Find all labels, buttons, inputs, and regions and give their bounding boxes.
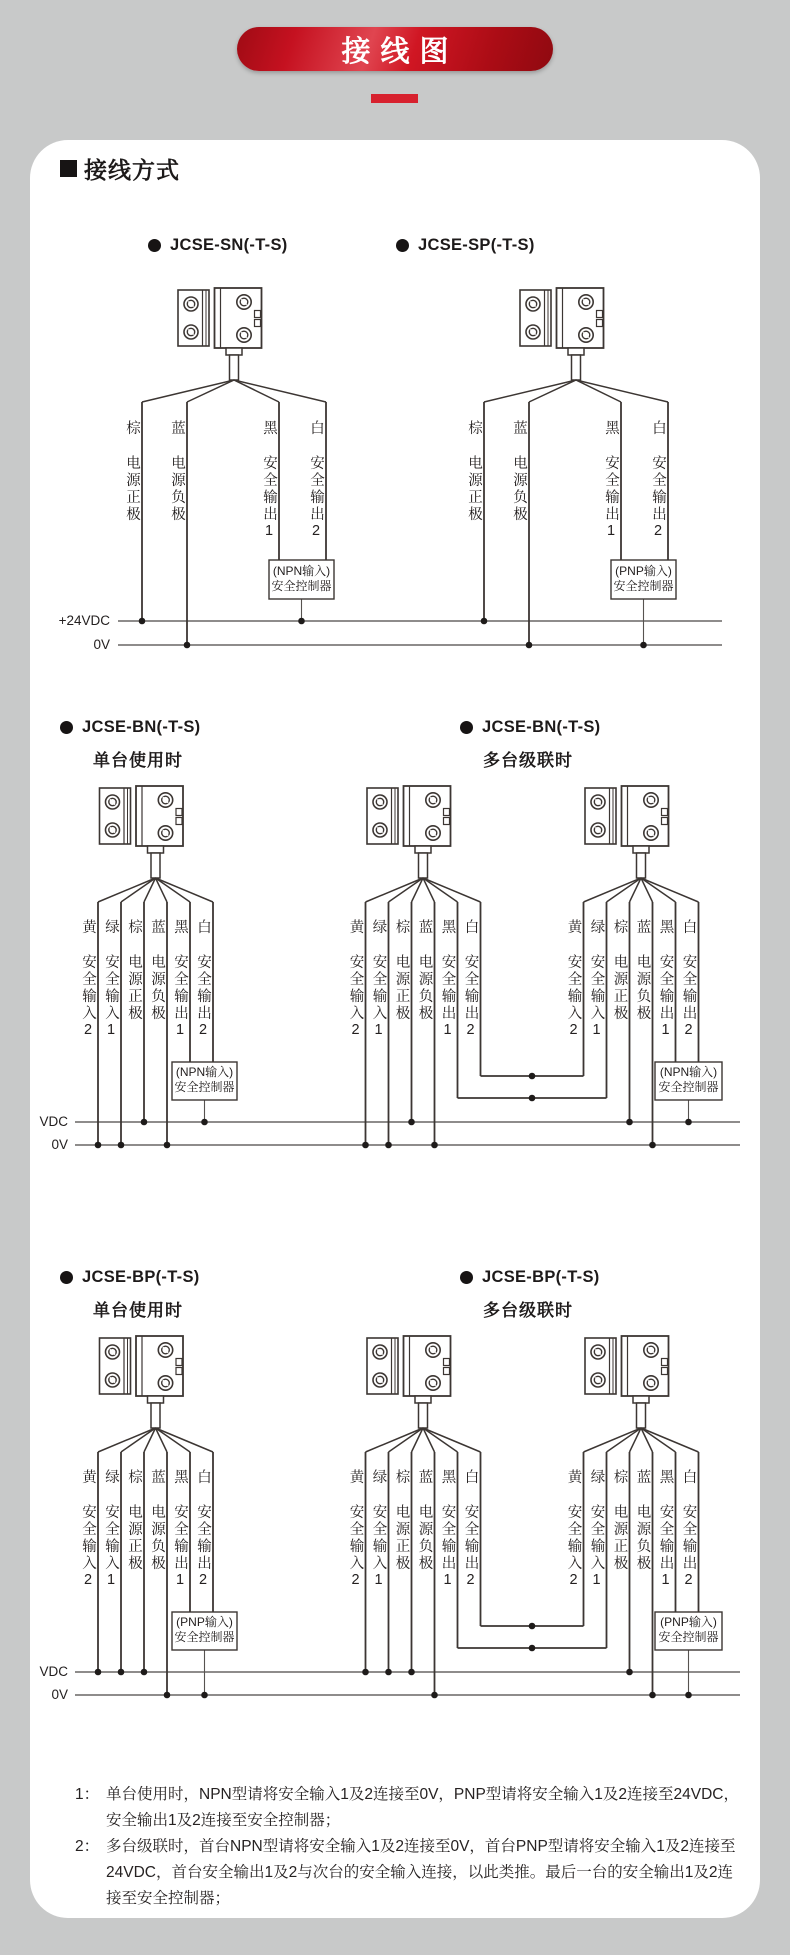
fan-line bbox=[187, 380, 234, 402]
controller-box-label bbox=[172, 1065, 237, 1095]
wire-function-label: 电源负极 bbox=[416, 1504, 433, 1572]
wire-color-label: 蓝 bbox=[634, 919, 651, 936]
junction-dot bbox=[408, 1119, 415, 1126]
section-title-text: 接线方式 bbox=[84, 157, 180, 183]
wire-color-label: 黑 bbox=[603, 420, 619, 437]
wire-function-label: 安全输入1 bbox=[370, 954, 387, 1041]
wire-function-label: 安全输出2 bbox=[308, 455, 324, 542]
wire-color-label: 蓝 bbox=[511, 420, 527, 437]
note-text: 多台级联时，首台NPN型请将安全输入1及2连接至0V，首台PNP型请将安全输入1及2连接至24VDC，首台安全输出1及2与次台的安全输入连接，以此类推。最后一台的安全输出1及2连接至安全控制器； bbox=[106, 1838, 736, 1907]
wire-function-label: 安全输出1 bbox=[439, 954, 456, 1041]
junction-dot bbox=[649, 1692, 656, 1699]
wire-color-label: 蓝 bbox=[149, 1469, 165, 1486]
wire-color-label: 蓝 bbox=[149, 919, 165, 936]
wire-function-label: 电源负极 bbox=[149, 954, 165, 1022]
junction-dot bbox=[362, 1669, 369, 1676]
wire-function-label: 安全输入1 bbox=[103, 954, 119, 1041]
banner-title: 接线图 bbox=[341, 35, 459, 68]
sensor-icon bbox=[585, 786, 669, 878]
junction-dot bbox=[164, 1142, 171, 1149]
diagram-subtitle-bp-single: 单台使用时 bbox=[93, 1301, 183, 1320]
junction-dot bbox=[118, 1142, 125, 1149]
fan-line bbox=[142, 380, 234, 402]
wire-function-label: 安全输出2 bbox=[195, 954, 211, 1041]
bus-label-0v: 0V bbox=[93, 637, 110, 652]
sensor-icon bbox=[367, 786, 451, 878]
junction-dot bbox=[481, 618, 488, 625]
wire-function-label: 电源正极 bbox=[611, 1504, 628, 1572]
wire-color-label: 棕 bbox=[124, 420, 140, 437]
wire-function-label: 安全输入2 bbox=[80, 954, 96, 1041]
wire-color-label: 蓝 bbox=[634, 1469, 651, 1486]
controller-box-label bbox=[655, 1065, 722, 1095]
wire-function-label: 安全输出2 bbox=[680, 1504, 697, 1591]
wire-function-label: 安全输入2 bbox=[565, 1504, 582, 1591]
wire-color-label: 黄 bbox=[347, 1469, 364, 1486]
junction-dot bbox=[529, 1073, 536, 1080]
wire-function-label: 安全输入2 bbox=[565, 954, 582, 1041]
wire-function-label: 安全输入1 bbox=[588, 1504, 605, 1591]
junction-dot bbox=[201, 1119, 208, 1126]
junction-dot bbox=[626, 1119, 633, 1126]
controller-box-label bbox=[611, 564, 676, 594]
fan-line bbox=[576, 380, 621, 402]
wire-color-label: 黄 bbox=[347, 919, 364, 936]
controller-line2: 安全控制器 bbox=[271, 579, 332, 593]
junction-dot bbox=[362, 1142, 369, 1149]
wire-color-label: 白 bbox=[308, 420, 324, 437]
junction-dot bbox=[640, 642, 647, 649]
wire-color-label: 蓝 bbox=[169, 420, 185, 437]
wire-color-label: 黄 bbox=[565, 919, 582, 936]
wire-color-label: 白 bbox=[680, 919, 697, 936]
wire-function-label: 安全输出2 bbox=[680, 954, 697, 1041]
wire-function-label: 安全输出1 bbox=[172, 1504, 188, 1591]
junction-dot bbox=[139, 618, 146, 625]
controller-line1: (PNP输入) bbox=[660, 1615, 717, 1629]
wire-color-label: 绿 bbox=[103, 1469, 119, 1486]
wire-color-label: 棕 bbox=[393, 919, 410, 936]
wire-color-label: 棕 bbox=[126, 919, 142, 936]
wire-function-label: 安全输入1 bbox=[588, 954, 605, 1041]
bus-label-0v: 0V bbox=[51, 1687, 68, 1702]
sensor-icon bbox=[178, 288, 262, 380]
diagram-subtitle-bp-cascade: 多台级联时 bbox=[483, 1301, 573, 1320]
wire-color-label: 白 bbox=[650, 420, 666, 437]
section-banner bbox=[237, 27, 553, 71]
wire-function-label: 安全输入2 bbox=[80, 1504, 96, 1591]
junction-dot bbox=[526, 642, 533, 649]
wiring-card bbox=[30, 140, 760, 1918]
junction-dot bbox=[164, 1692, 171, 1699]
wire-color-label: 黄 bbox=[80, 919, 96, 936]
wire-color-label: 黄 bbox=[565, 1469, 582, 1486]
wire-function-label: 电源正极 bbox=[126, 954, 142, 1022]
diagram-subtitle-bn-single: 单台使用时 bbox=[93, 751, 183, 770]
controller-line1: (NPN输入) bbox=[272, 564, 331, 578]
sensor-icon bbox=[585, 1336, 669, 1428]
wire-color-label: 绿 bbox=[588, 1469, 605, 1486]
controller-line1: (PNP输入) bbox=[176, 1615, 233, 1629]
note-number: 2： bbox=[75, 1838, 100, 1855]
sensor-icon bbox=[367, 1336, 451, 1428]
bus-label-0v: 0V bbox=[51, 1137, 68, 1152]
wire-color-label: 绿 bbox=[103, 919, 119, 936]
controller-line2: 安全控制器 bbox=[613, 579, 674, 593]
wire-function-label: 电源负极 bbox=[169, 455, 185, 523]
wire-color-label: 棕 bbox=[611, 919, 628, 936]
wire-color-label: 黑 bbox=[261, 420, 277, 437]
wire-function-label: 电源正极 bbox=[393, 954, 410, 1022]
wire-color-label: 黑 bbox=[657, 919, 674, 936]
wire-color-label: 棕 bbox=[611, 1469, 628, 1486]
diagram-subtitle-bn-cascade: 多台级联时 bbox=[483, 751, 573, 770]
wire-function-label: 安全输入1 bbox=[103, 1504, 119, 1591]
wire-function-label: 安全输出1 bbox=[172, 954, 188, 1041]
bus-label-vdc: VDC bbox=[39, 1664, 68, 1679]
wire-function-label: 电源负极 bbox=[634, 954, 651, 1022]
junction-dot bbox=[95, 1669, 102, 1676]
wiring-linework bbox=[30, 140, 760, 1918]
wire-function-label: 安全输出1 bbox=[439, 1504, 456, 1591]
wire-color-label: 绿 bbox=[370, 1469, 387, 1486]
sensor-icon bbox=[100, 1336, 184, 1428]
wire-function-label: 电源负极 bbox=[634, 1504, 651, 1572]
fan-line bbox=[529, 380, 576, 402]
fan-line bbox=[234, 380, 279, 402]
junction-dot bbox=[685, 1692, 692, 1699]
wire-function-label: 安全输出2 bbox=[650, 455, 666, 542]
junction-dot bbox=[408, 1669, 415, 1676]
controller-line2: 安全控制器 bbox=[174, 1630, 235, 1644]
wire-color-label: 白 bbox=[195, 1469, 211, 1486]
controller-line2: 安全控制器 bbox=[174, 1080, 235, 1094]
wire-color-label: 棕 bbox=[393, 1469, 410, 1486]
wire-color-label: 绿 bbox=[370, 919, 387, 936]
wire-color-label: 蓝 bbox=[416, 1469, 433, 1486]
controller-box-label bbox=[655, 1615, 722, 1645]
wire-color-label: 白 bbox=[195, 919, 211, 936]
wire-color-label: 棕 bbox=[126, 1469, 142, 1486]
controller-box-label bbox=[269, 564, 334, 594]
diagram-title-sp: JCSE-SP(-T-S) bbox=[396, 236, 535, 255]
wire-color-label: 黑 bbox=[439, 1469, 456, 1486]
junction-dot bbox=[95, 1142, 102, 1149]
diagram-title-bp-cascade: JCSE-BP(-T-S) bbox=[460, 1268, 600, 1287]
wire-function-label: 电源正极 bbox=[126, 1504, 142, 1572]
note-item bbox=[75, 1834, 747, 1912]
junction-dot bbox=[431, 1142, 438, 1149]
note-item bbox=[75, 1782, 747, 1834]
diagram-title-bn-cascade: JCSE-BN(-T-S) bbox=[460, 718, 600, 737]
wire-color-label: 白 bbox=[462, 919, 479, 936]
wire-function-label: 安全输出1 bbox=[657, 1504, 674, 1591]
wire-color-label: 白 bbox=[680, 1469, 697, 1486]
bus-label-24vdc: +24VDC bbox=[58, 613, 110, 628]
controller-line1: (NPN输入) bbox=[175, 1065, 234, 1079]
wire-color-label: 蓝 bbox=[416, 919, 433, 936]
sensor-icon bbox=[100, 786, 184, 878]
diagram-title-bn-single: JCSE-BN(-T-S) bbox=[60, 718, 200, 737]
sensor-icon bbox=[520, 288, 604, 380]
junction-dot bbox=[141, 1669, 148, 1676]
diagram-title-sn: JCSE-SN(-T-S) bbox=[148, 236, 288, 255]
junction-dot bbox=[626, 1669, 633, 1676]
fan-line bbox=[576, 380, 668, 402]
controller-line2: 安全控制器 bbox=[658, 1630, 719, 1644]
wire-color-label: 黑 bbox=[657, 1469, 674, 1486]
wire-function-label: 安全输入2 bbox=[347, 1504, 364, 1591]
wire-function-label: 安全输出2 bbox=[462, 1504, 479, 1591]
notes bbox=[75, 1782, 747, 1912]
controller-line2: 安全控制器 bbox=[658, 1080, 719, 1094]
wire-color-label: 绿 bbox=[588, 919, 605, 936]
junction-dot bbox=[298, 618, 305, 625]
wire-function-label: 安全输出1 bbox=[603, 455, 619, 542]
junction-dot bbox=[431, 1692, 438, 1699]
wire-function-label: 安全输出1 bbox=[657, 954, 674, 1041]
wire-function-label: 电源正极 bbox=[466, 455, 482, 523]
wire-color-label: 白 bbox=[462, 1469, 479, 1486]
wire-function-label: 安全输入2 bbox=[347, 954, 364, 1041]
wire-function-label: 安全输出1 bbox=[261, 455, 277, 542]
controller-line1: (PNP输入) bbox=[615, 564, 672, 578]
junction-dot bbox=[529, 1095, 536, 1102]
bus-label-vdc: VDC bbox=[39, 1114, 68, 1129]
note-number: 1： bbox=[75, 1786, 100, 1803]
diagram-title-bp-single: JCSE-BP(-T-S) bbox=[60, 1268, 200, 1287]
wire-function-label: 电源正极 bbox=[393, 1504, 410, 1572]
wire-color-label: 黄 bbox=[80, 1469, 96, 1486]
junction-dot bbox=[118, 1669, 125, 1676]
wire-function-label: 电源正极 bbox=[611, 954, 628, 1022]
wire-function-label: 电源负极 bbox=[149, 1504, 165, 1572]
wire-color-label: 黑 bbox=[172, 919, 188, 936]
wire-function-label: 安全输出2 bbox=[462, 954, 479, 1041]
junction-dot bbox=[529, 1623, 536, 1630]
junction-dot bbox=[649, 1142, 656, 1149]
junction-dot bbox=[184, 642, 191, 649]
wire-color-label: 黑 bbox=[439, 919, 456, 936]
wire-function-label: 安全输出2 bbox=[195, 1504, 211, 1591]
wire-function-label: 电源正极 bbox=[124, 455, 140, 523]
controller-box-label bbox=[172, 1615, 237, 1645]
fan-line bbox=[234, 380, 326, 402]
junction-dot bbox=[385, 1669, 392, 1676]
accent-dash bbox=[371, 94, 418, 103]
wire-color-label: 棕 bbox=[466, 420, 482, 437]
note-text: 单台使用时，NPN型请将安全输入1及2连接至0V，PNP型请将安全输入1及2连接至24VDC，安全输出1及2连接至安全控制器； bbox=[106, 1786, 740, 1829]
junction-dot bbox=[529, 1645, 536, 1652]
junction-dot bbox=[201, 1692, 208, 1699]
wire-function-label: 安全输入1 bbox=[370, 1504, 387, 1591]
junction-dot bbox=[141, 1119, 148, 1126]
wire-color-label: 黑 bbox=[172, 1469, 188, 1486]
wire-function-label: 电源负极 bbox=[416, 954, 433, 1022]
junction-dot bbox=[685, 1119, 692, 1126]
fan-line bbox=[484, 380, 576, 402]
wire-function-label: 电源负极 bbox=[511, 455, 527, 523]
junction-dot bbox=[385, 1142, 392, 1149]
controller-line1: (NPN输入) bbox=[659, 1065, 718, 1079]
